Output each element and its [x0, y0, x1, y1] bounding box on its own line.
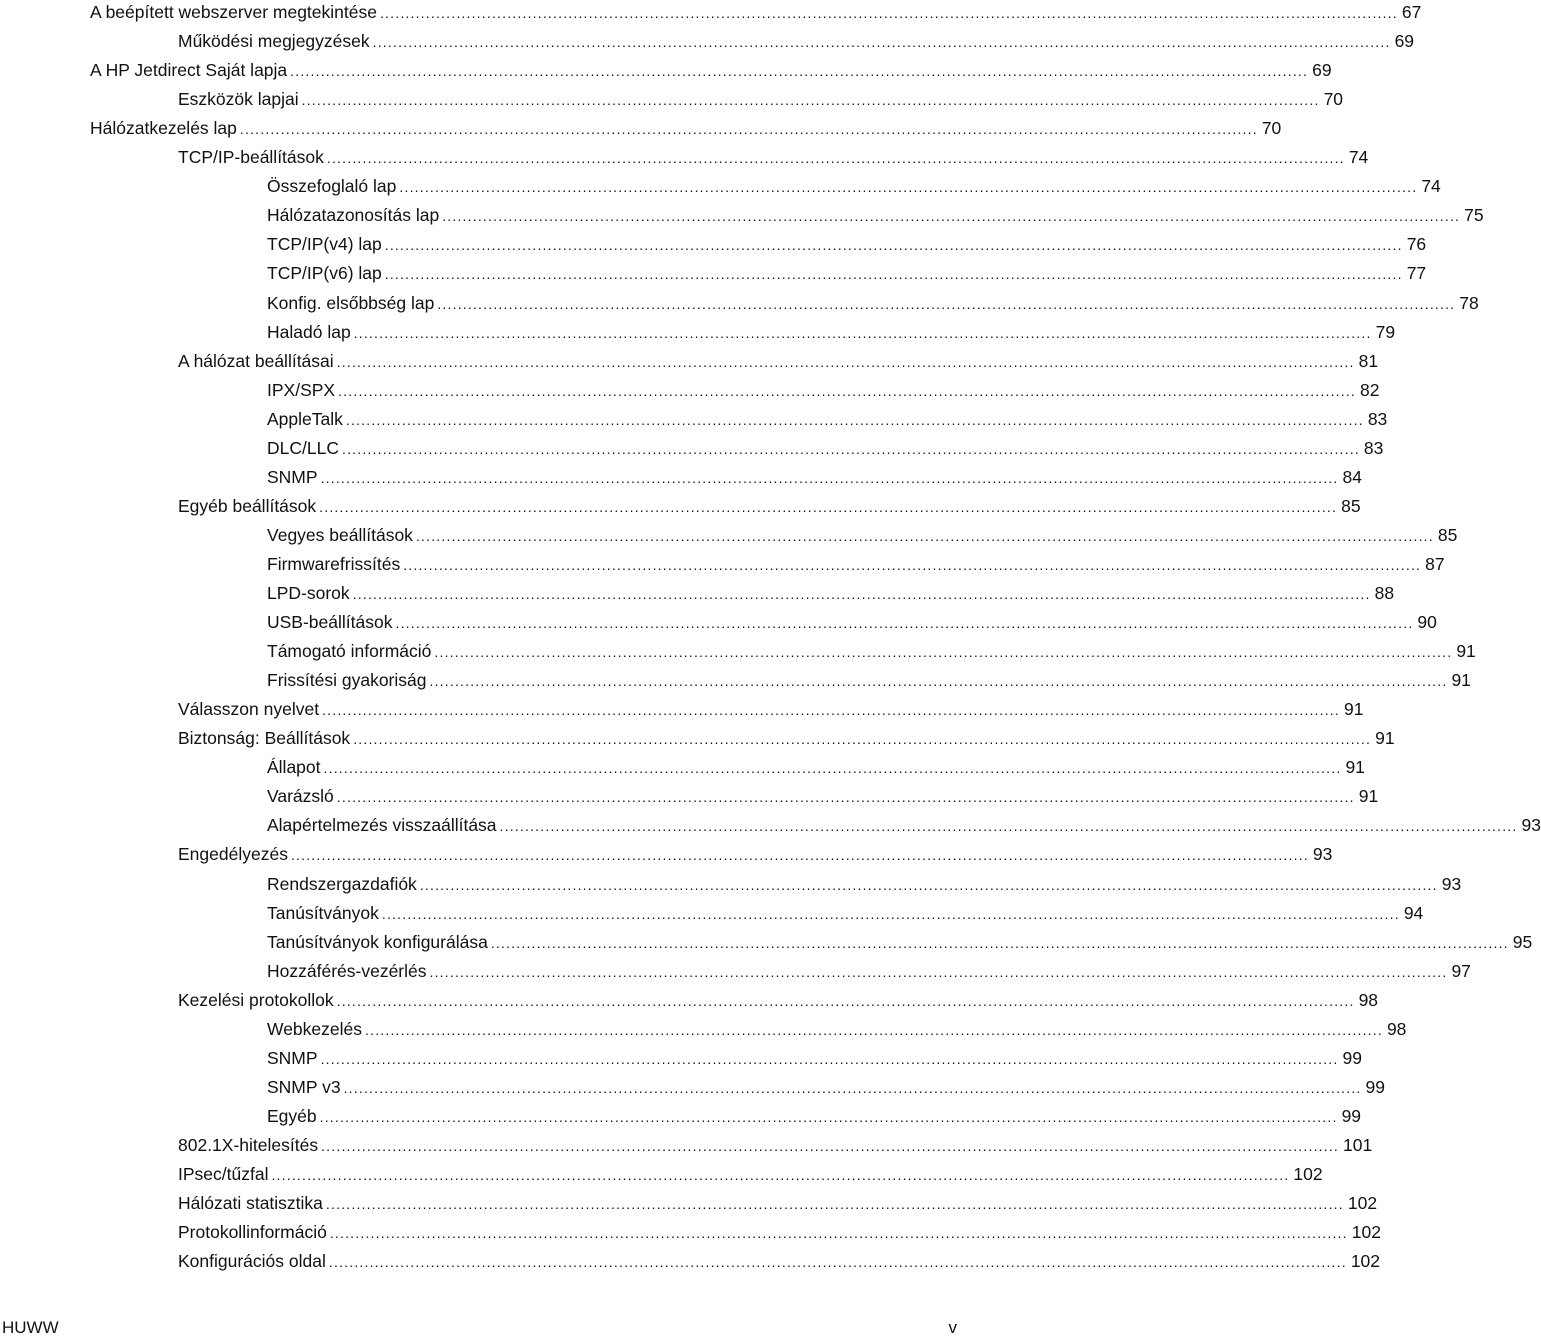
toc-entry[interactable]: [178, 1249, 1381, 1273]
toc-entry-page: 74: [1348, 147, 1369, 168]
toc-dot-leader: ........................................................................................................................................................................................................: [336, 992, 1355, 1009]
toc-entry-page: 67: [1401, 2, 1422, 22]
toc-entry-page: 82: [1360, 379, 1380, 400]
toc-entry-page: 91: [1344, 699, 1364, 720]
page-footer: [0, 1317, 960, 1338]
toc-dot-leader: ........................................................................................................................................................................................................: [326, 150, 1345, 167]
toc-entry[interactable]: [267, 1046, 1362, 1070]
toc-entry-page: 99: [1342, 1047, 1362, 1068]
toc-entry-title: Frissítési gyakoriság: [267, 670, 427, 691]
toc-entry-page: 102: [1293, 1164, 1323, 1184]
toc-entry-title: Támogató információ: [267, 641, 432, 662]
toc-entry[interactable]: [267, 959, 1471, 983]
toc-entry-title: DLC/LLC: [267, 437, 339, 458]
toc-entry-page: 90: [1417, 612, 1437, 633]
toc-entry-title: Hálózati statisztika: [178, 1193, 323, 1214]
toc-entry-page: 91: [1345, 757, 1365, 778]
toc-entry-title: Tanúsítványok konfigurálása: [267, 931, 488, 952]
toc-entry-title: Egyéb beállítások: [178, 495, 317, 516]
toc-entry-title: Egyéb: [267, 1105, 317, 1126]
toc-entry[interactable]: [267, 378, 1380, 402]
footer-left-label: HUWW: [2, 1318, 59, 1337]
toc-entry[interactable]: [178, 87, 1344, 111]
toc-entry-title: LPD-sorok: [267, 583, 350, 603]
toc-dot-leader: ........................................................................................................................................................................................................: [322, 702, 1340, 719]
toc-dot-leader: ........................................................................................................................................................................................................: [321, 1137, 1340, 1154]
toc-entry-page: 79: [1375, 321, 1396, 342]
toc-entry[interactable]: [267, 581, 1395, 605]
toc-dot-leader: ........................................................................................................................................................................................................: [365, 1021, 1383, 1038]
toc-entry-page: 87: [1425, 553, 1445, 574]
toc-entry[interactable]: [178, 842, 1333, 866]
toc-entry[interactable]: [178, 1162, 1323, 1186]
toc-dot-leader: ........................................................................................................................................................................................................: [343, 1079, 1362, 1096]
toc-entry-page: 83: [1363, 437, 1384, 458]
toc-entry[interactable]: [178, 988, 1379, 1012]
toc-dot-leader: ........................................................................................................................................................................................................: [429, 673, 1448, 690]
toc-entry[interactable]: [178, 349, 1379, 373]
toc-entry[interactable]: [267, 639, 1476, 663]
toc-entry-title: Haladó lap: [267, 321, 351, 342]
toc-entry-page: 102: [1351, 1222, 1381, 1243]
toc-entry-title: USB-beállítások: [267, 612, 393, 633]
toc-entry-title: SNMP: [267, 1047, 318, 1068]
toc-entry-title: Tanúsítványok: [267, 902, 379, 923]
toc-dot-leader: ........................................................................................................................................................................................................: [319, 1108, 1338, 1125]
toc-entry-title: Konfig. elsőbbség lap: [267, 292, 435, 313]
toc-entry[interactable]: [267, 232, 1427, 256]
toc-entry-page: 102: [1347, 1193, 1378, 1214]
toc-entry-page: 77: [1406, 263, 1427, 284]
toc-dot-leader: ........................................................................................................................................................................................................: [328, 1254, 1347, 1271]
toc-dot-leader: ........................................................................................................................................................................................................: [323, 760, 1342, 777]
toc-dot-leader: ........................................................................................................................................................................................................: [239, 121, 1258, 138]
toc-entry-title: SNMP v3: [267, 1076, 341, 1097]
toc-entry-title: A hálózat beállításai: [178, 350, 334, 371]
toc-dot-leader: ........................................................................................................................................................................................................: [399, 179, 1418, 196]
toc-dot-leader: ........................................................................................................................................................................................................: [320, 469, 1339, 486]
toc-dot-leader: ........................................................................................................................................................................................................: [429, 963, 1448, 980]
toc-entry-title: Hozzáférés-vezérlés: [267, 960, 427, 981]
toc-dot-leader: ........................................................................................................................................................................................................: [336, 353, 1355, 370]
toc-entry[interactable]: [267, 436, 1384, 460]
toc-dot-leader: ........................................................................................................................................................................................................: [381, 905, 1400, 922]
toc-entry-title: Firmwarefrissítés: [267, 553, 401, 574]
toc-entry[interactable]: [178, 494, 1361, 518]
toc-dot-leader: ........................................................................................................................................................................................................: [336, 789, 1355, 806]
toc-entry-title: IPX/SPX: [267, 379, 336, 400]
toc-entry-title: IPsec/tűzfal: [178, 1164, 269, 1184]
toc-entry-title: Vegyes beállítások: [267, 524, 413, 545]
toc-entry-title: 802.1X-hitelesítés: [178, 1134, 319, 1155]
toc-entry-title: Engedélyezés: [178, 844, 288, 865]
toc-entry-title: Varázsló: [267, 786, 334, 807]
toc-entry[interactable]: [178, 697, 1364, 721]
toc-dot-leader: ........................................................................................................................................................................................................: [384, 237, 1403, 254]
toc-entry-page: 94: [1403, 902, 1424, 923]
toc-entry[interactable]: [267, 901, 1424, 925]
toc-entry[interactable]: [267, 465, 1362, 489]
toc-entry-title: Protokollinformáció: [178, 1222, 327, 1243]
toc-entry-page: 97: [1451, 960, 1471, 981]
toc-dot-leader: ........................................................................................................................................................................................................: [341, 440, 1360, 457]
toc-entry[interactable]: [267, 203, 1484, 227]
toc-entry-title: SNMP: [267, 466, 318, 487]
toc-dot-leader: ........................................................................................................................................................................................................: [301, 92, 1320, 109]
toc-dot-leader: ........................................................................................................................................................................................................: [384, 266, 1403, 283]
toc-entry[interactable]: [267, 755, 1365, 779]
toc-entry-page: 70: [1261, 118, 1282, 139]
toc-entry-page: 102: [1350, 1251, 1381, 1272]
toc-entry-title: TCP/IP(v6) lap: [267, 263, 382, 284]
toc-dot-leader: ........................................................................................................................................................................................................: [379, 5, 1398, 21]
toc-entry-title: A beépített webszerver megtekintése: [90, 2, 377, 22]
toc-entry-page: 98: [1386, 1018, 1407, 1039]
toc-dot-leader: ........................................................................................................................................................................................................: [329, 1225, 1348, 1242]
toc-dot-leader: ........................................................................................................................................................................................................: [442, 208, 1461, 225]
toc-entry[interactable]: [267, 320, 1396, 344]
toc-entry-page: 88: [1374, 583, 1395, 603]
toc-entry-title: Állapot: [267, 757, 321, 778]
toc-entry-page: 91: [1358, 786, 1379, 807]
toc-entry[interactable]: [267, 291, 1479, 315]
toc-entry-page: 91: [1375, 728, 1395, 749]
toc-dot-leader: ........................................................................................................................................................................................................: [338, 382, 1357, 399]
toc-entry[interactable]: [267, 1017, 1407, 1041]
toc-dot-leader: ........................................................................................................................................................................................................: [290, 63, 1309, 80]
toc-entry[interactable]: [267, 174, 1441, 198]
toc-entry[interactable]: [267, 523, 1458, 547]
toc-dot-leader: ........................................................................................................................................................................................................: [345, 411, 1364, 428]
toc-dot-leader: ........................................................................................................................................................................................................: [325, 1196, 1344, 1213]
toc-dot-leader: ........................................................................................................................................................................................................: [271, 1167, 1290, 1183]
toc-entry-title: AppleTalk: [267, 408, 343, 429]
toc-dot-leader: ........................................................................................................................................................................................................: [353, 731, 1372, 748]
toc-dot-leader: ........................................................................................................................................................................................................: [419, 876, 1438, 893]
toc-entry-page: 99: [1365, 1076, 1385, 1097]
toc-entry-page: 78: [1459, 292, 1479, 313]
toc-dot-leader: ........................................................................................................................................................................................................: [372, 34, 1391, 51]
toc-dot-leader: ........................................................................................................................................................................................................: [434, 644, 1453, 661]
toc-entry[interactable]: [267, 1104, 1362, 1128]
toc-entry-title: Hálózatkezelés lap: [90, 118, 237, 139]
toc-entry[interactable]: [267, 610, 1437, 634]
toc-entry[interactable]: [178, 1220, 1381, 1244]
toc-entry[interactable]: [267, 552, 1445, 576]
toc-entry-page: 95: [1512, 931, 1533, 952]
toc-entry[interactable]: [267, 784, 1379, 808]
toc-entry-page: 70: [1323, 89, 1344, 110]
toc-entry-title: Hálózatazonosítás lap: [267, 205, 440, 226]
toc-entry[interactable]: [267, 407, 1388, 431]
toc-entry[interactable]: [178, 145, 1369, 169]
toc-entry[interactable]: [267, 930, 1533, 954]
toc-entry-page: 98: [1358, 989, 1379, 1010]
toc-entry[interactable]: [267, 1075, 1385, 1099]
toc-dot-leader: ........................................................................................................................................................................................................: [403, 556, 1422, 573]
toc-entry[interactable]: [267, 872, 1462, 896]
toc-dot-leader: ........................................................................................................................................................................................................: [395, 615, 1414, 632]
toc-entry-page: 93: [1441, 873, 1462, 894]
toc-entry-page: 69: [1394, 31, 1415, 52]
toc-entry-title: Alapértelmezés visszaállítása: [267, 815, 497, 836]
toc-entry-page: 91: [1456, 641, 1476, 662]
toc-dot-leader: ........................................................................................................................................................................................................: [437, 295, 1456, 312]
toc-entry[interactable]: [267, 261, 1427, 285]
toc-entry-page: 74: [1421, 176, 1441, 197]
toc-dot-leader: ........................................................................................................................................................................................................: [490, 934, 1509, 951]
toc-entry[interactable]: [90, 0, 1422, 24]
toc-entry-page: 75: [1464, 205, 1484, 226]
toc-entry-title: Webkezelés: [267, 1018, 363, 1039]
toc-entry-title: Konfigurációs oldal: [178, 1251, 326, 1272]
toc-entry-page: 81: [1358, 350, 1379, 371]
toc-entry-page: 99: [1341, 1105, 1362, 1126]
toc-entry-page: 84: [1342, 466, 1362, 487]
toc-entry[interactable]: [267, 813, 1541, 837]
toc-entry[interactable]: [267, 668, 1471, 692]
toc-dot-leader: ........................................................................................................................................................................................................: [319, 498, 1338, 515]
toc-entry-title: Összefoglaló lap: [267, 176, 397, 197]
toc-entry-title: Kezelési protokollok: [178, 989, 334, 1010]
toc-entry[interactable]: [178, 1133, 1373, 1157]
toc-entry-page: 85: [1437, 524, 1458, 545]
toc-entry-page: 101: [1343, 1134, 1373, 1155]
toc-entry-title: TCP/IP-beállítások: [178, 147, 324, 168]
toc-dot-leader: ........................................................................................................................................................................................................: [499, 818, 1518, 835]
toc-dot-leader: ........................................................................................................................................................................................................: [290, 847, 1309, 864]
toc-entry[interactable]: [90, 58, 1332, 82]
toc-entry[interactable]: [178, 726, 1395, 750]
toc-dot-leader: ........................................................................................................................................................................................................: [352, 586, 1371, 602]
toc-entry-page: 85: [1341, 495, 1361, 516]
toc-dot-leader: ........................................................................................................................................................................................................: [353, 324, 1372, 341]
toc-entry-page: 93: [1521, 815, 1541, 836]
toc-entry-page: 91: [1451, 670, 1471, 691]
toc-entry-title: TCP/IP(v4) lap: [267, 234, 382, 255]
toc-entry-title: Biztonság: Beállítások: [178, 728, 351, 749]
toc-dot-leader: ........................................................................................................................................................................................................: [320, 1050, 1339, 1067]
toc-entry-page: 69: [1312, 60, 1332, 81]
toc-entry-title: Működési megjegyzések: [178, 31, 370, 52]
toc-entry-page: 93: [1312, 844, 1333, 865]
toc-entry-title: Eszközök lapjai: [178, 89, 299, 110]
toc-entry[interactable]: [90, 116, 1282, 140]
toc-entry[interactable]: [178, 29, 1415, 53]
toc-entry-title: Rendszergazdafiók: [267, 873, 417, 894]
toc-entry-title: A HP Jetdirect Saját lapja: [90, 60, 288, 81]
toc-entry-page: 76: [1406, 234, 1427, 255]
toc-dot-leader: ........................................................................................................................................................................................................: [415, 527, 1434, 544]
toc-entry-title: Válasszon nyelvet: [178, 699, 320, 720]
toc-entry-page: 83: [1367, 408, 1388, 429]
toc-entry[interactable]: [178, 1191, 1378, 1215]
footer-page-number: v: [948, 1318, 957, 1337]
